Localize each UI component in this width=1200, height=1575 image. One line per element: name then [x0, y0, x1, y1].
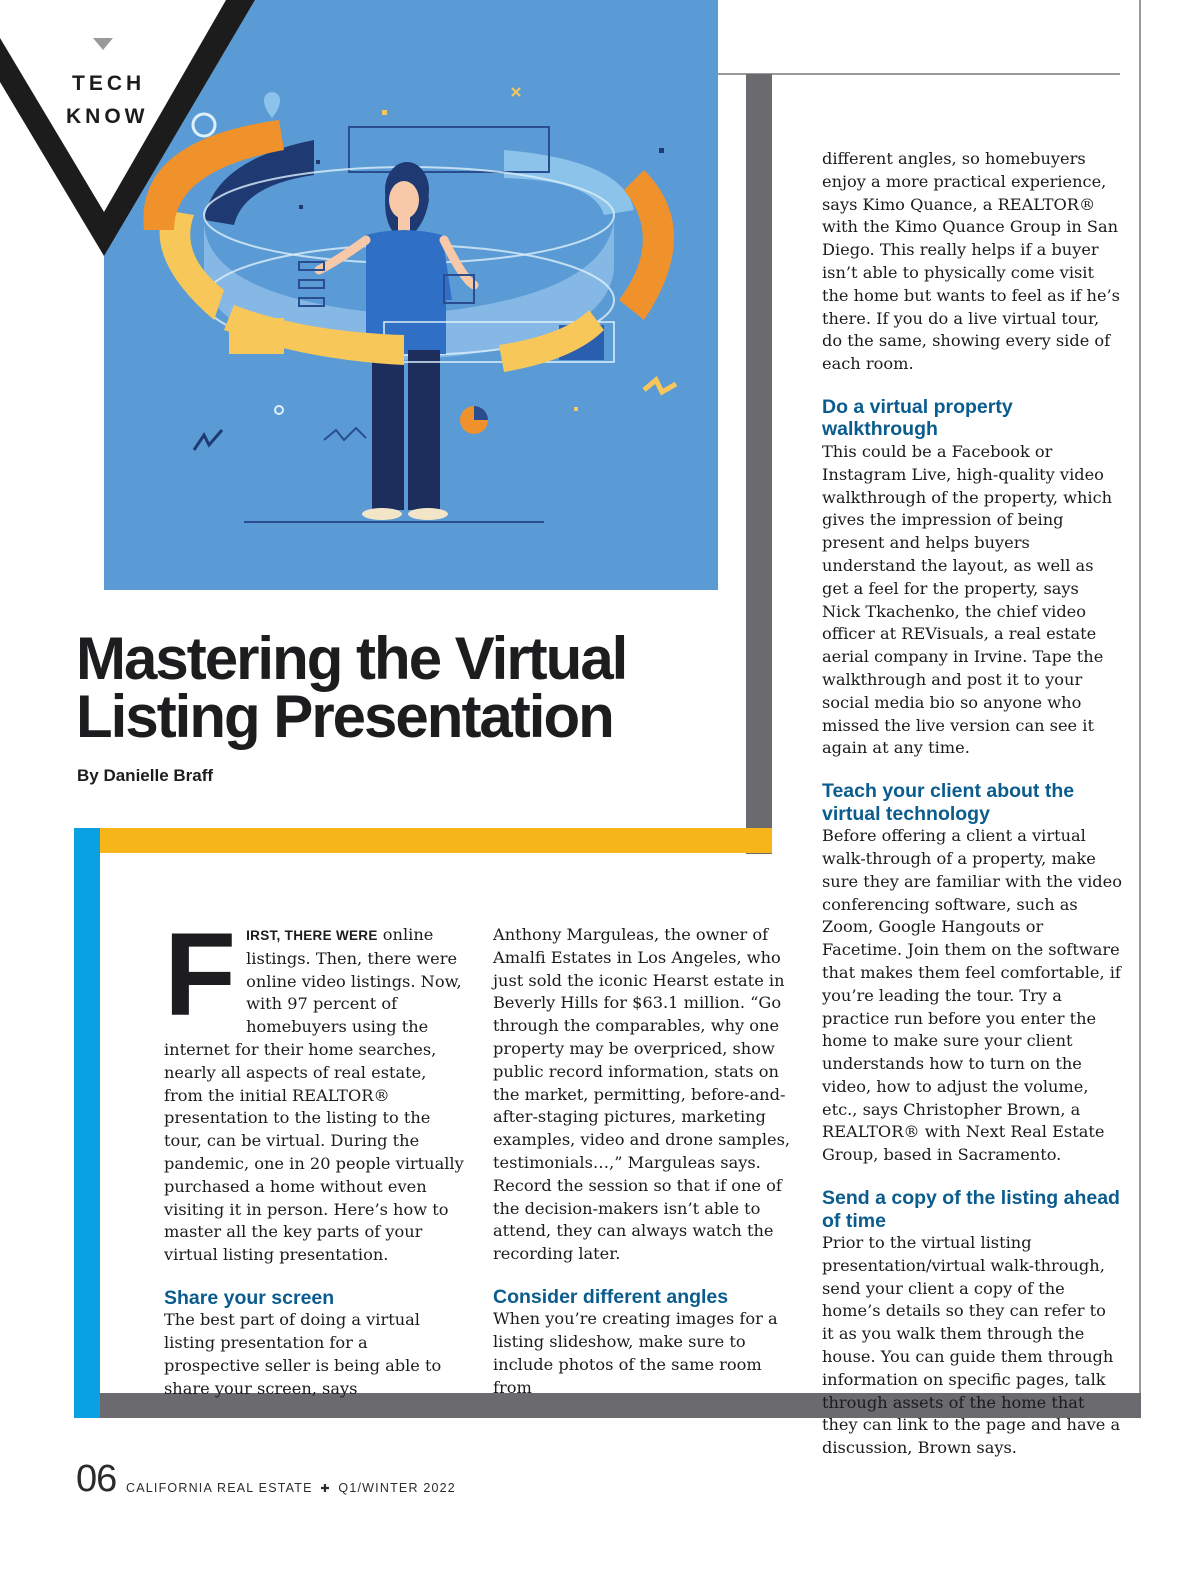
- publication-name: CALIFORNIA REAL ESTATE: [126, 1481, 313, 1495]
- column-3: [822, 148, 1122, 1460]
- article-title: [76, 625, 736, 750]
- badge-line-2: KNOW: [66, 105, 149, 128]
- page-number: 06: [76, 1458, 117, 1500]
- heading-virtual-walkthrough: Do a virtual property walkthrough: [822, 395, 1013, 441]
- plus-separator-icon: ✚: [320, 1483, 331, 1495]
- lead-caps: IRST, THERE WERE: [246, 928, 378, 943]
- paragraph: When you’re creating images for a listing slideshow, make sure to include photos of the same room from: [493, 1309, 778, 1397]
- paragraph: The best part of doing a virtual listing presentation for a prospective seller is being able to share your screen, says: [164, 1310, 442, 1398]
- column-2: [493, 924, 793, 1400]
- chevron-v-icon: [0, 0, 260, 260]
- paragraph: Anthony Marguleas, the owner of Amalfi Estates in Los Angeles, who just sold the iconic Hearst estate in Beverly Hills for $63.1 million. “Go through the comparables, why one property may be overpriced, show public record information, stats on the market, permitting, before-and-after-staging pictures, marketing examples, video and drone samples, testimonials…,” Marguleas says. Record the session so that if one of the decision-makers isn’t able to attend, they can always watch the recording later.: [493, 925, 791, 1264]
- heading-teach-client: Teach your client about the virtual technology: [822, 780, 1075, 825]
- heading-different-angles: Consider different angles: [493, 1285, 729, 1308]
- yellow-frame-bar: [74, 828, 772, 853]
- paragraph: Prior to the virtual listing presentation/virtual walk-through, send your client a copy of the home’s details so they can refer to it as you walk them through the house. You can guide them through information on specific pages, talk through assets of the home that they can link to the page and have a discussion, Brown says.: [822, 1233, 1121, 1458]
- paragraph: This could be a Facebook or Instagram Live, high-quality video walkthrough of the property, which gives the impression of being present and helps buyers understand the layout, as well as get a feel for the property, says Nick Tkachenko, the chief video officer at REVisuals, a real estate aerial company in Irvine. Tape the walkthrough and post it to your social media bio so anyone who missed the live version can see it again at any time.: [822, 441, 1113, 758]
- paragraph: Before offering a client a virtual walk-through of a property, make sure they are familiar with the video conferencing software, such as Zoom, Google Hangouts or Facetime. Join them on the software that makes them feel comfortable, if you’re leading the tour. Try a practice run before you enter the home to make sure your client understands how to turn on the video, how to adjust the volume, etc., says Christopher Brown, a REALTOR® with Next Real Estate Group, based in Sacramento.: [822, 826, 1122, 1165]
- section-badge: [0, 0, 260, 260]
- heading-send-copy: Send a copy of the listing ahead of time: [822, 1187, 1120, 1232]
- title-line-2: Listing Presentation: [76, 683, 613, 750]
- byline: By Danielle Braff: [77, 766, 214, 785]
- grey-frame-bar: [746, 74, 772, 854]
- top-rule: [718, 73, 1120, 75]
- blue-frame-bar: [74, 828, 100, 1418]
- right-rule: [1139, 0, 1141, 1395]
- badge-line-1: TECH: [72, 72, 146, 95]
- footer-publication-line: [126, 1481, 456, 1495]
- column-1: [164, 909, 464, 1401]
- drop-cap: F: [164, 909, 237, 1041]
- issue-label: Q1/WINTER 2022: [338, 1481, 456, 1495]
- title-line-1: Mastering the Virtual: [76, 625, 627, 692]
- heading-share-screen: Share your screen: [164, 1286, 335, 1309]
- paragraph: different angles, so homebuyers enjoy a more practical experience, says Kimo Quance, a REALTOR® with the Kimo Quance Group in San Diego. This really helps if a buyer isn’t able to physically come visit the home but wants to feel as if he’s there. If you do a live virtual tour, do the same, showing every side of each room.: [822, 149, 1120, 374]
- intro-paragraph: online listings. Then, there were online video listings. Now, with 97 percent of homebuyers using the internet for their home searches, nearly all aspects of real estate, from the initial REALTOR® presentation to the listing to the tour, can be virtual. During the pandemic, one in 20 people virtually purchased a home without even visiting it in person. Here’s how to master all the key parts of your virtual listing presentation.: [164, 925, 464, 1265]
